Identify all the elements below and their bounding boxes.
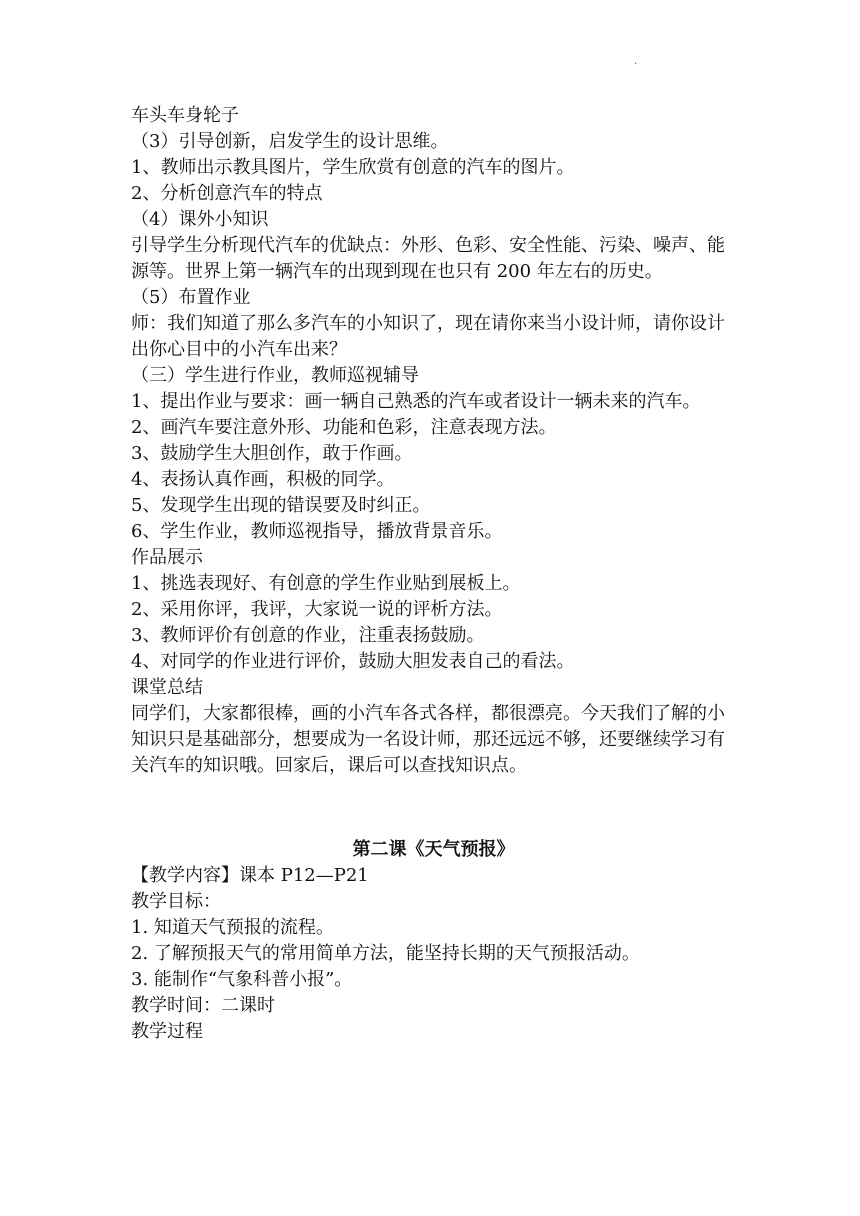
step3-item: 6、学生作业，教师巡视指导，播放背景音乐。 (131, 521, 503, 542)
step3-item: 5、发现学生出现的错误要及时纠正。 (131, 495, 431, 516)
knowledge-paragraph: 引导学生分析现代汽车的优缺点：外形、色彩、安全性能、污染、噪声、能源等。世界上第一辆汽车的出现到现在也只有 200 年左右的历史。 (131, 235, 725, 282)
goal-item: 2. 了解预报天气的常用简单方法，能坚持长期的天气预报活动。 (131, 943, 640, 964)
step3-item: 2、画汽车要注意外形、功能和色彩，注意表现方法。 (131, 417, 557, 438)
display-item: 2、采用你评，我评，大家说一说的评析方法。 (131, 599, 503, 620)
corner-mark: . (634, 56, 638, 67)
document-body (131, 103, 736, 1045)
goal-item: 3. 能制作“气象科普小报”。 (131, 969, 353, 990)
step3-item: 3、鼓励学生大胆创作，敢于作画。 (131, 443, 413, 464)
text-line: 1、教师出示教具图片，学生欣赏有创意的汽车的图片。 (131, 157, 575, 178)
step3-heading: （三）学生进行作业，教师巡视辅导 (131, 365, 419, 386)
step3-item: 4、表扬认真作画，积极的同学。 (131, 469, 395, 490)
display-item: 4、对同学的作业进行评价，鼓励大胆发表自己的看法。 (131, 651, 575, 672)
text-line: 2、分析创意汽车的特点 (131, 183, 323, 204)
teaching-time: 教学时间：二课时 (131, 995, 275, 1016)
display-heading: 作品展示 (131, 547, 203, 568)
text-line: 车头车身轮子 (131, 105, 239, 126)
display-item: 3、教师评价有创意的作业，注重表扬鼓励。 (131, 625, 485, 646)
teaching-process: 教学过程 (131, 1021, 203, 1042)
summary-paragraph: 同学们，大家都很棒，画的小汽车各式各样，都很漂亮。今天我们了解的小知识只是基础部分，想要成为一名设计师，那还远远不够，还要继续学习有关汽车的知识哦。回家后，课后可以查找知识点。 (131, 703, 725, 776)
homework-heading: （5）布置作业 (131, 287, 251, 308)
display-item: 1、挑选表现好、有创意的学生作业贴到展板上。 (131, 573, 521, 594)
goal-item: 1. 知道天气预报的流程。 (131, 917, 334, 938)
teaching-content: 【教学内容】课本 P12—P21 (131, 865, 369, 886)
lesson-title: 第二课《天气预报》 (352, 839, 515, 860)
text-line: （3）引导创新，启发学生的设计思维。 (131, 131, 449, 152)
summary-heading: 课堂总结 (131, 677, 203, 698)
text-line: （4）课外小知识 (131, 209, 269, 230)
step3-item: 1、提出作业与要求：画一辆自己熟悉的汽车或者设计一辆未来的汽车。 (131, 391, 701, 412)
section-gap (131, 779, 736, 831)
homework-paragraph: 师：我们知道了那么多汽车的小知识了，现在请你来当小设计师，请你设计出你心目中的小汽车出来？ (131, 313, 725, 360)
goals-heading: 教学目标： (131, 891, 221, 912)
